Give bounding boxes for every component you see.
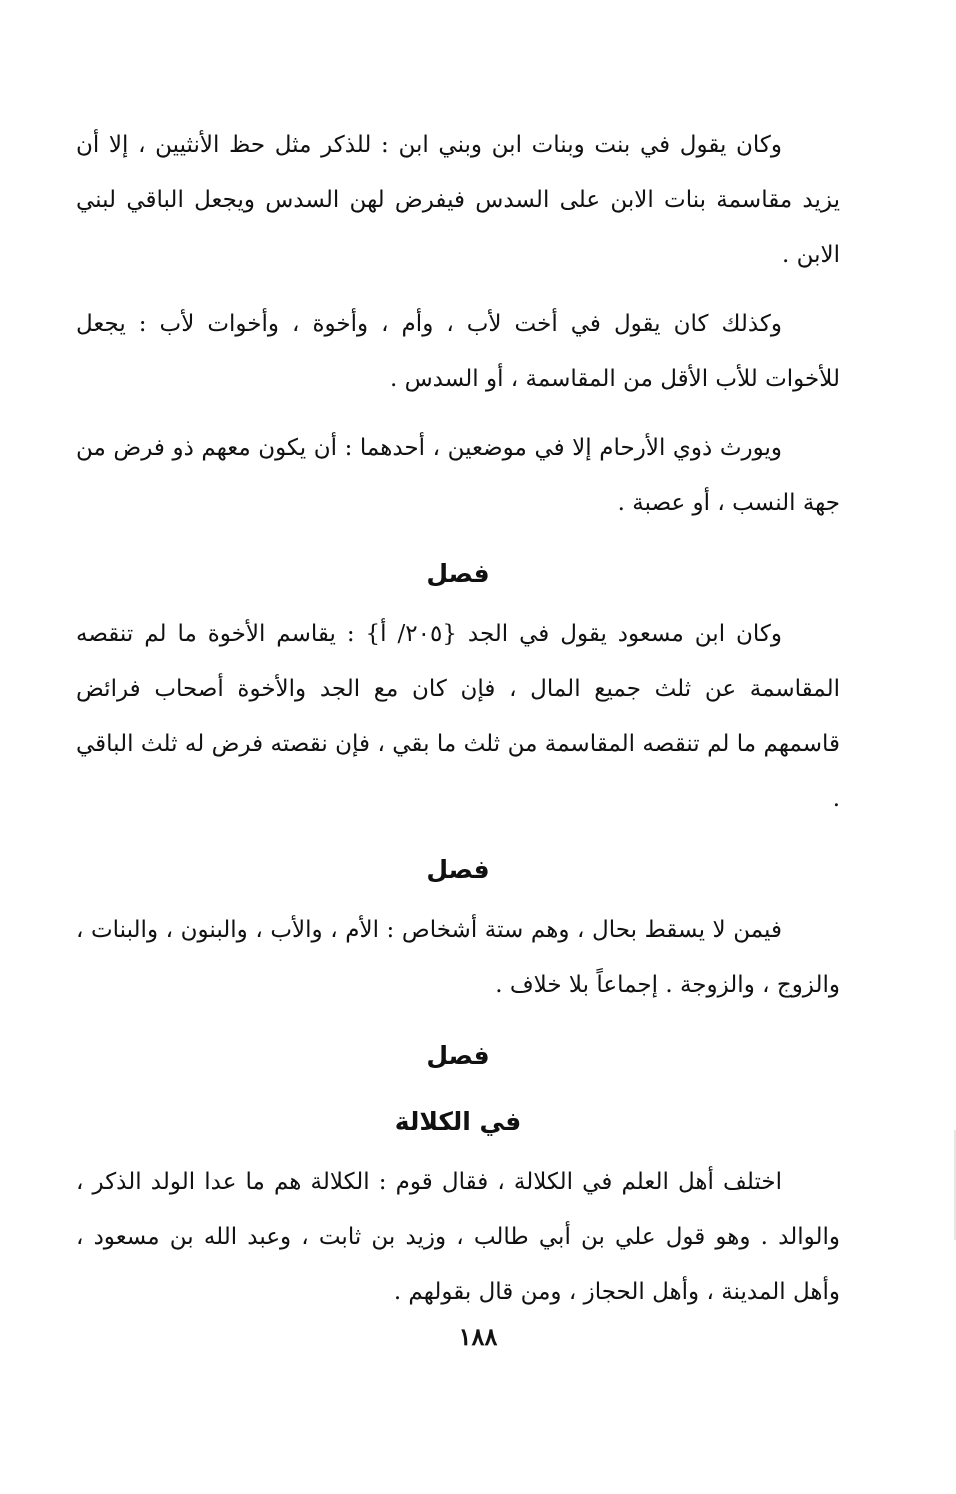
paragraph-non-excluded: فيمن لا يسقط بحال ، وهم ستة أشخاص : الأم ، والأب ، والبنون ، والبنات ، والزوج ، والزوجة . إجماعاً بلا خلاف . xyxy=(76,917,840,998)
section-heading-kalala: فصل xyxy=(426,1041,490,1070)
paragraph-kindred: ويورث ذوي الأرحام إلا في موضعين ، أحدهما : أن يكون معهم ذو فرض من جهة النسب ، أو عصبة . xyxy=(76,435,840,516)
paragraph-sisters: وكذلك كان يقول في أخت لأب ، وأم ، وأخوة ، وأخوات لأب : يجعل للأخوات للأب الأقل من المقاسمة ، أو السدس . xyxy=(76,311,840,392)
paragraph-grandfather: وكان ابن مسعود يقول في الجد {٢٠٥/ أ} : يقاسم الأخوة ما لم تنقصه المقاسمة عن ثلث جميع المال ، فإن كان مع الجد والأخوة أصحاب فرائض قاسمهم ما لم تنقصه المقاسمة من ثلث ما بقي ، فإن نقصته فرض له ثلث الباقي . xyxy=(76,621,840,812)
section-subheading-kalala: في الكلالة xyxy=(394,1107,522,1136)
paragraph-granddaughters: وكان يقول في بنت وبنات ابن وبني ابن : للذكر مثل حظ الأنثيين ، إلا أن يزيد مقاسمة بنات الابن على السدس فيفرض لهن السدس ويجعل الباقي لبني الابن . xyxy=(76,132,840,268)
paragraph-kalala: اختلف أهل العلم في الكلالة ، فقال قوم : الكلالة هم ما عدا الولد الذكر ، والوالد . وهو قول علي بن أبي طالب ، وزيد بن ثابت ، وعبد الله بن مسعود ، وأهل المدينة ، وأهل الحجاز ، ومن قال بقولهم . xyxy=(76,1169,840,1305)
page-body xyxy=(76,118,840,1334)
page-number: ١٨٨ xyxy=(458,1322,498,1351)
section-heading-grandfather: فصل xyxy=(426,559,490,588)
section-heading-non-excluded: فصل xyxy=(426,855,490,884)
